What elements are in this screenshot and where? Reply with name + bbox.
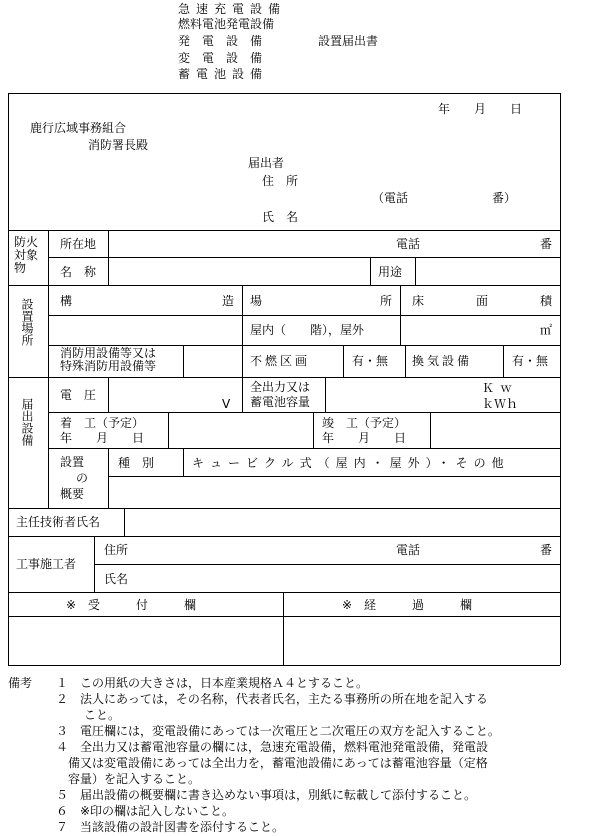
shobo-label-2: 特殊消防用設備等	[60, 359, 157, 373]
shobo-label-1: 消防用設備等又は	[60, 346, 157, 360]
end-date: 年 月 日	[322, 431, 407, 445]
title-suffix: 設置届出書	[318, 34, 379, 48]
yuka-label: 床	[412, 294, 425, 308]
kw-unit: Ｋｗ	[482, 381, 519, 395]
notifier-address-label: 住 所	[262, 174, 299, 188]
date-field: 年 月 日	[438, 102, 523, 116]
funen-label: 不燃区画	[250, 354, 311, 368]
setchi-label: 設置場所	[20, 298, 34, 346]
contractor-label: 工事施工者	[16, 557, 77, 571]
start-label: 着 工（予定）	[60, 416, 145, 430]
end-label: 竣 工（予定）	[322, 416, 407, 430]
output-label-2: 蓄電池容量	[250, 395, 311, 409]
bouka-phone-label: 電話	[396, 237, 421, 251]
title-line-1: 急速充電設備	[178, 2, 287, 16]
note-4: ４ 全出力又は蓄電池容量の欄には，急速充電設備，燃料電池発電設備，発電設	[56, 740, 489, 754]
title-line-5: 蓄電池設備	[178, 67, 269, 81]
note-5: ５ 届出設備の概要欄に書き込めない事項は，別紙に転載して添付すること。	[56, 788, 477, 802]
voltage-label: 電 圧	[60, 388, 97, 402]
engineer-label: 主任技術者氏名	[16, 515, 101, 529]
voltage-unit: V	[222, 397, 231, 411]
bouka-ban-label: 番	[540, 237, 553, 251]
output-label-1: 全出力又は	[250, 380, 311, 394]
m2-unit: ㎡	[540, 323, 553, 337]
contractor-name-label: 氏名	[104, 572, 129, 586]
cubicle-options: キュービクル式（屋内・屋外）・その他	[192, 456, 510, 470]
gaiyo-label-2: の	[76, 471, 89, 485]
bouka-label: 防火対象物	[14, 235, 39, 275]
bouka-name-label: 名 称	[60, 265, 97, 279]
contractor-ban-label: 番	[540, 543, 553, 557]
start-date: 年 月 日	[60, 431, 145, 445]
note-4-cont-1: 備又は変電設備にあっては全出力を，蓄電池設備にあっては蓄電池容量（定格	[68, 756, 488, 770]
bouka-use-label: 用途	[378, 265, 403, 279]
note-4-cont-2: 容量）を記入すること。	[68, 772, 201, 786]
note-2-cont: こと。	[84, 708, 121, 722]
todoke-label: 届出設備	[20, 398, 34, 446]
bouka-location-label: 所在地	[60, 237, 97, 251]
notifier-phone: （電話 番）	[372, 191, 517, 205]
kanki-umu: 有・無	[512, 354, 549, 368]
shubetsu-label: 種 別	[118, 456, 155, 470]
note-6: ６ ※印の欄は記入しないこと。	[56, 804, 235, 818]
progress-header: ※ 経 過 欄	[342, 598, 473, 612]
reception-header: ※ 受 付 欄	[66, 598, 197, 612]
addressee-org: 鹿行広域事務組合	[30, 121, 127, 135]
zo-label: 造	[222, 294, 235, 308]
notifier-label: 届出者	[248, 156, 285, 170]
basho-label: 場	[250, 294, 263, 308]
title-line-3: 発 電 設 備	[178, 34, 263, 48]
kanki-label: 換気設備	[412, 354, 473, 368]
title-line-2: 燃料電池発電設備	[178, 17, 275, 31]
title-line-4: 変 電 設 備	[178, 51, 263, 65]
men-label: 面	[476, 294, 489, 308]
kwh-unit: ｋＷｈ	[482, 397, 519, 411]
note-1: １ この用紙の大きさは，日本産業規格Ａ４とすること。	[56, 676, 369, 690]
contractor-phone-label: 電話	[396, 543, 421, 557]
gaiyo-label-1: 設置	[60, 455, 85, 469]
notifier-name-label: 氏 名	[262, 210, 299, 224]
sho-label: 所	[380, 294, 393, 308]
kozo-label: 構	[60, 294, 73, 308]
contractor-address-label: 住所	[104, 543, 129, 557]
reception-field[interactable]	[9, 617, 282, 664]
funen-umu: 有・無	[352, 354, 389, 368]
note-7: ７ 当該設備の設計図書を添付すること。	[56, 820, 285, 834]
seki-label: 積	[540, 294, 553, 308]
note-2: ２ 法人にあっては，その名称，代表者氏名，主たる事務所の所在地を記入する	[56, 692, 488, 706]
gaiyo-label-3: 概要	[60, 487, 85, 501]
addressee-chief: 消防署長殿	[88, 138, 149, 152]
okunai-label: 屋内（ 階），屋外	[250, 323, 365, 337]
progress-field[interactable]	[284, 617, 559, 664]
notes-head: 備考	[8, 676, 33, 690]
note-3: ３ 電圧欄には，変電設備にあっては一次電圧と二次電圧の双方を記入すること。	[56, 724, 500, 738]
